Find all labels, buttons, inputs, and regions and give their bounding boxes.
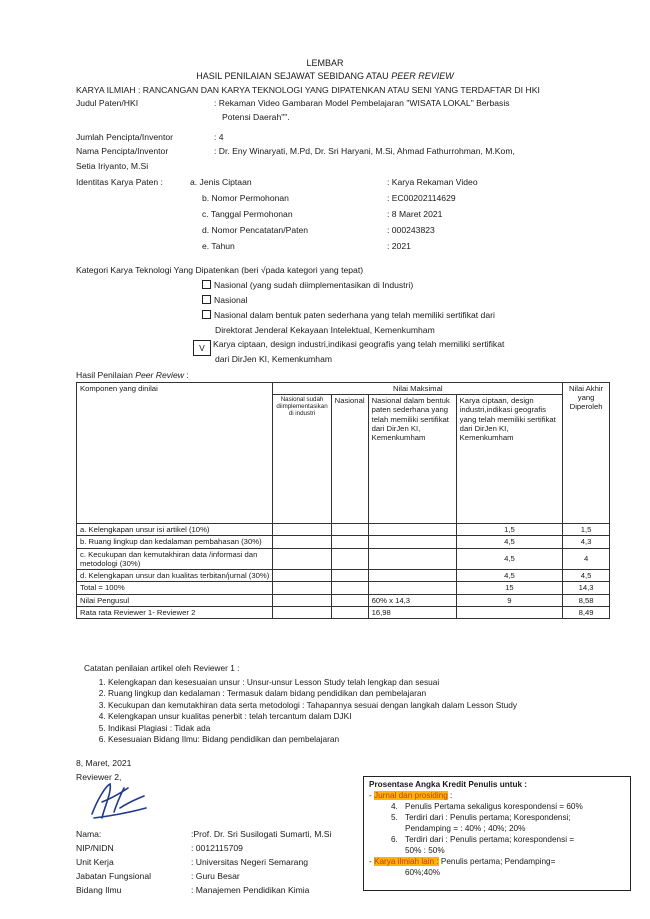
kredit-item-num: 6. bbox=[391, 835, 398, 844]
rata-akhir: 8,49 bbox=[563, 606, 610, 618]
list-item: 4. Kelengkapan unsur kualitas penerbit : telah tercantum dalam DJKI bbox=[108, 711, 517, 722]
identitas-a-label: a. Jenis Ciptaan bbox=[190, 177, 252, 187]
total-label: Total = 100% bbox=[77, 582, 273, 594]
row-maks: 4,5 bbox=[456, 570, 563, 582]
list-item: 3. Kecukupan dan kemutakhiran data serta metodologi : Tahapannya sesuai dengan langkah dalam Lesson Study bbox=[108, 700, 517, 711]
jurnal-colon: : bbox=[447, 791, 453, 800]
pengusul-label: Nilai Pengusul bbox=[77, 594, 273, 606]
identitas-d-label: d. Nomor Pencatatan/Paten bbox=[202, 225, 309, 235]
field-nip-label: NIP/NIDN bbox=[76, 843, 114, 853]
document-title bbox=[0, 71, 650, 82]
kategori-option-2-label: Nasional bbox=[214, 295, 248, 305]
field-jabatan-label: Jabatan Fungsional bbox=[76, 871, 152, 881]
field-nama-label: Nama: bbox=[76, 829, 102, 839]
header-komponen: Komponen yang dinilai bbox=[77, 383, 273, 524]
row-akhir: 1,5 bbox=[563, 524, 610, 536]
rata-label: Rata rata Reviewer 1- Reviewer 2 bbox=[77, 606, 273, 618]
identitas-e-label: e. Tahun bbox=[202, 241, 235, 251]
row-akhir: 4,3 bbox=[563, 536, 610, 548]
kredit-item-text: 50% : 50% bbox=[405, 846, 445, 855]
jumlah-label: Jumlah Pencipta/Inventor bbox=[76, 132, 173, 142]
judul-value: : Rekaman Video Gambaran Model Pembelajaran "WISATA LOKAL" Berbasis bbox=[214, 98, 510, 108]
checked-box[interactable]: V bbox=[193, 340, 211, 356]
checkbox-icon[interactable] bbox=[202, 295, 211, 304]
hasil-label-suffix: : bbox=[183, 370, 189, 380]
row-maks: 4,5 bbox=[456, 548, 563, 569]
checkbox-icon[interactable] bbox=[202, 310, 211, 319]
row-maks: 1,5 bbox=[456, 524, 563, 536]
field-bidang-value: : Manajemen Pendidikan Kimia bbox=[191, 885, 310, 895]
table-row bbox=[77, 524, 610, 536]
row-komponen: c. Kecukupan dan kemutakhiran data /informasi dan metodologi (30%) bbox=[77, 548, 273, 569]
hasil-label-italic: Peer Review bbox=[135, 370, 184, 380]
header-nasional-industri: Nasional sudah diimplementasikan di industri bbox=[273, 395, 331, 524]
kategori-option-3-label: Nasional dalam bentuk paten sederhana yang telah memiliki sertifikat dari bbox=[214, 310, 495, 320]
kategori-option-4: Karya ciptaan, design industri,indikasi geografis yang telah memiliki sertifikat bbox=[213, 339, 505, 349]
kredit-item-text: Terdiri dari : Penulis pertama; korespondensi = bbox=[405, 835, 575, 844]
identitas-c-value: : 8 Maret 2021 bbox=[387, 209, 443, 219]
nama-value-2: Setia Iriyanto, M.Si bbox=[76, 161, 149, 171]
karya-lain-text: Penulis pertama; Pendamping= bbox=[438, 857, 556, 866]
pengusul-akhir: 8,58 bbox=[563, 594, 610, 606]
header-nilai-akhir: Nilai Akhir yang Diperoleh bbox=[563, 383, 610, 524]
row-komponen: d. Kelengkapan unsur dan kualitas terbitan/jurnal (30%) bbox=[77, 570, 273, 582]
nama-label: Nama Pencipta/Inventor bbox=[76, 146, 169, 156]
kredit-box bbox=[363, 776, 631, 891]
signature-image bbox=[84, 778, 154, 824]
identitas-c-label: c. Tanggal Permohonan bbox=[202, 209, 293, 219]
field-unit-value: : Universitas Negeri Semarang bbox=[191, 857, 309, 867]
table-row-total bbox=[77, 582, 610, 594]
total-maks: 15 bbox=[456, 582, 563, 594]
field-unit-label: Unit Kerja bbox=[76, 857, 114, 867]
jurnal-highlight: Jurnal dan prosiding bbox=[374, 791, 448, 800]
title-text: HASIL PENILAIAN SEJAWAT SEBIDANG ATAU bbox=[196, 71, 392, 81]
kredit-item bbox=[369, 834, 625, 845]
total-akhir: 14,3 bbox=[563, 582, 610, 594]
kredit-item-text: Penulis Pertama sekaligus korespondensi = 60% bbox=[405, 802, 583, 811]
kategori-label: Kategori Karya Teknologi Yang Dipatenkan (beri √pada kategori yang tepat) bbox=[76, 265, 364, 275]
field-nip-value: : 0012115709 bbox=[191, 843, 243, 853]
hasil-label-text: Hasil Penilaian bbox=[76, 370, 136, 380]
reviewer-label: Reviewer 2, bbox=[76, 772, 122, 782]
field-bidang-label: Bidang Ilmu bbox=[76, 885, 122, 895]
kategori-option-1-label: Nasional (yang sudah diimplementasikan di Industri) bbox=[214, 280, 414, 290]
pengusul-maks: 9 bbox=[456, 594, 563, 606]
kategori-option-2[interactable] bbox=[202, 295, 247, 306]
identitas-e-value: : 2021 bbox=[387, 241, 411, 251]
table-row-rata bbox=[77, 606, 610, 618]
kredit-item bbox=[369, 801, 625, 812]
table-row bbox=[77, 548, 610, 569]
kredit-title: Prosentase Angka Kredit Penulis untuk : bbox=[369, 780, 528, 789]
rata-value: 16,98 bbox=[368, 606, 456, 618]
table-row-pengusul bbox=[77, 594, 610, 606]
karya-heading: KARYA ILMIAH : RANCANGAN DAN KARYA TEKNOLOGI YANG DIPATENKAN ATAU SENI YANG TERDAFTAR DI HKI bbox=[76, 85, 540, 95]
row-maks: 4,5 bbox=[456, 536, 563, 548]
identitas-b-label: b. Nomor Permohonan bbox=[202, 193, 289, 203]
kategori-option-4-line2: dari DirJen KI, Kemenkumham bbox=[215, 354, 333, 364]
row-akhir: 4 bbox=[563, 548, 610, 569]
field-jabatan-value: : Guru Besar bbox=[191, 871, 240, 881]
kredit-item bbox=[369, 812, 625, 823]
catatan-label: Catatan penilaian artikel oleh Reviewer 1 : bbox=[84, 663, 240, 673]
jumlah-value: : 4 bbox=[214, 132, 224, 142]
nama-value: : Dr. Eny Winaryati, M.Pd, Dr. Sri Haryani, M.Si, Ahmad Fathurrohman, M.Kom, bbox=[214, 146, 515, 156]
header-karya-ciptaan: Karya ciptaan, design industri,indikasi geografis yang telah memiliki sertifikat dari DirJen KI, Kemenkumham bbox=[456, 395, 563, 524]
kredit-item bbox=[369, 845, 625, 856]
title-italic: PEER REVIEW bbox=[391, 71, 454, 81]
kredit-karya-lain-line: - Karya ilmiah lain : Penulis pertama; Pendamping= bbox=[369, 857, 556, 866]
kredit-item-num: 4. bbox=[391, 802, 398, 811]
pengusul-formula: 60% x 14,3 bbox=[368, 594, 456, 606]
kredit-item-num: 5. bbox=[391, 813, 398, 822]
header-nasional: Nasional bbox=[331, 395, 368, 524]
judul-value-2: Potensi Daerah"". bbox=[222, 112, 290, 122]
row-komponen: b. Ruang lingkup dan kedalaman pembahasan (30%) bbox=[77, 536, 273, 548]
kategori-option-1[interactable] bbox=[202, 280, 413, 291]
kredit-jurnal-line: - Jurnal dan prosiding : bbox=[369, 791, 453, 800]
judul-label: Judul Paten/HKI bbox=[76, 98, 139, 108]
kredit-item-text: Terdiri dari : Penulis pertama; Korespondensi; bbox=[405, 813, 571, 822]
list-item: 6. Kesesuaian Bidang Ilmu: Bidang pendidikan dan pembelajaran bbox=[108, 734, 517, 745]
hasil-label bbox=[76, 370, 189, 381]
field-nama-value: :Prof. Dr. Sri Susilogati Sumarti, M.Si bbox=[191, 829, 332, 839]
kategori-option-3[interactable] bbox=[202, 310, 495, 321]
header-paten-sederhana: Nasional dalam bentuk paten sederhana yang telah memiliki sertifikat dari DirJen KI, Kemenkumham bbox=[368, 395, 456, 524]
list-item: 1. Kelengkapan dan kesesuaian unsur : Unsur-unsur Lesson Study telah lengkap dan sesuai bbox=[108, 677, 517, 688]
kategori-option-3-line2: Direktorat Jenderal Kekayaan Intelektual, Kemenkumham bbox=[215, 325, 435, 335]
karya-lain-text-2: 60%;40% bbox=[405, 868, 441, 877]
identitas-a-value: : Karya Rekaman Video bbox=[387, 177, 478, 187]
date: 8, Maret, 2021 bbox=[76, 758, 132, 768]
kredit-item bbox=[369, 823, 625, 834]
kredit-item-text: Pendamping = : 40% ; 40%; 20% bbox=[405, 824, 526, 833]
list-item: 5. Indikasi Plagiasi : Tidak ada bbox=[108, 723, 517, 734]
header-nilai-maksimal: Nilai Maksimal bbox=[273, 383, 563, 395]
nilai-table bbox=[76, 382, 610, 619]
identitas-d-value: : 000243823 bbox=[387, 225, 435, 235]
checkbox-icon[interactable] bbox=[202, 280, 211, 289]
table-row bbox=[77, 536, 610, 548]
table-row bbox=[77, 570, 610, 582]
identitas-label: Identitas Karya Paten : bbox=[76, 177, 163, 187]
row-akhir: 4,5 bbox=[563, 570, 610, 582]
row-komponen: a. Kelengkapan unsur isi artikel (10%) bbox=[77, 524, 273, 536]
list-item: 2. Ruang lingkup dan kedalaman : Termasuk dalam bidang pendidikan dan pembelajaran bbox=[108, 688, 517, 699]
lembar-heading: LEMBAR bbox=[306, 58, 344, 68]
table-header-row bbox=[77, 383, 610, 395]
catatan-list bbox=[86, 677, 517, 745]
karya-lain-highlight: Karya ilmiah lain : bbox=[374, 857, 439, 866]
identitas-b-value: : EC00202114629 bbox=[387, 193, 456, 203]
